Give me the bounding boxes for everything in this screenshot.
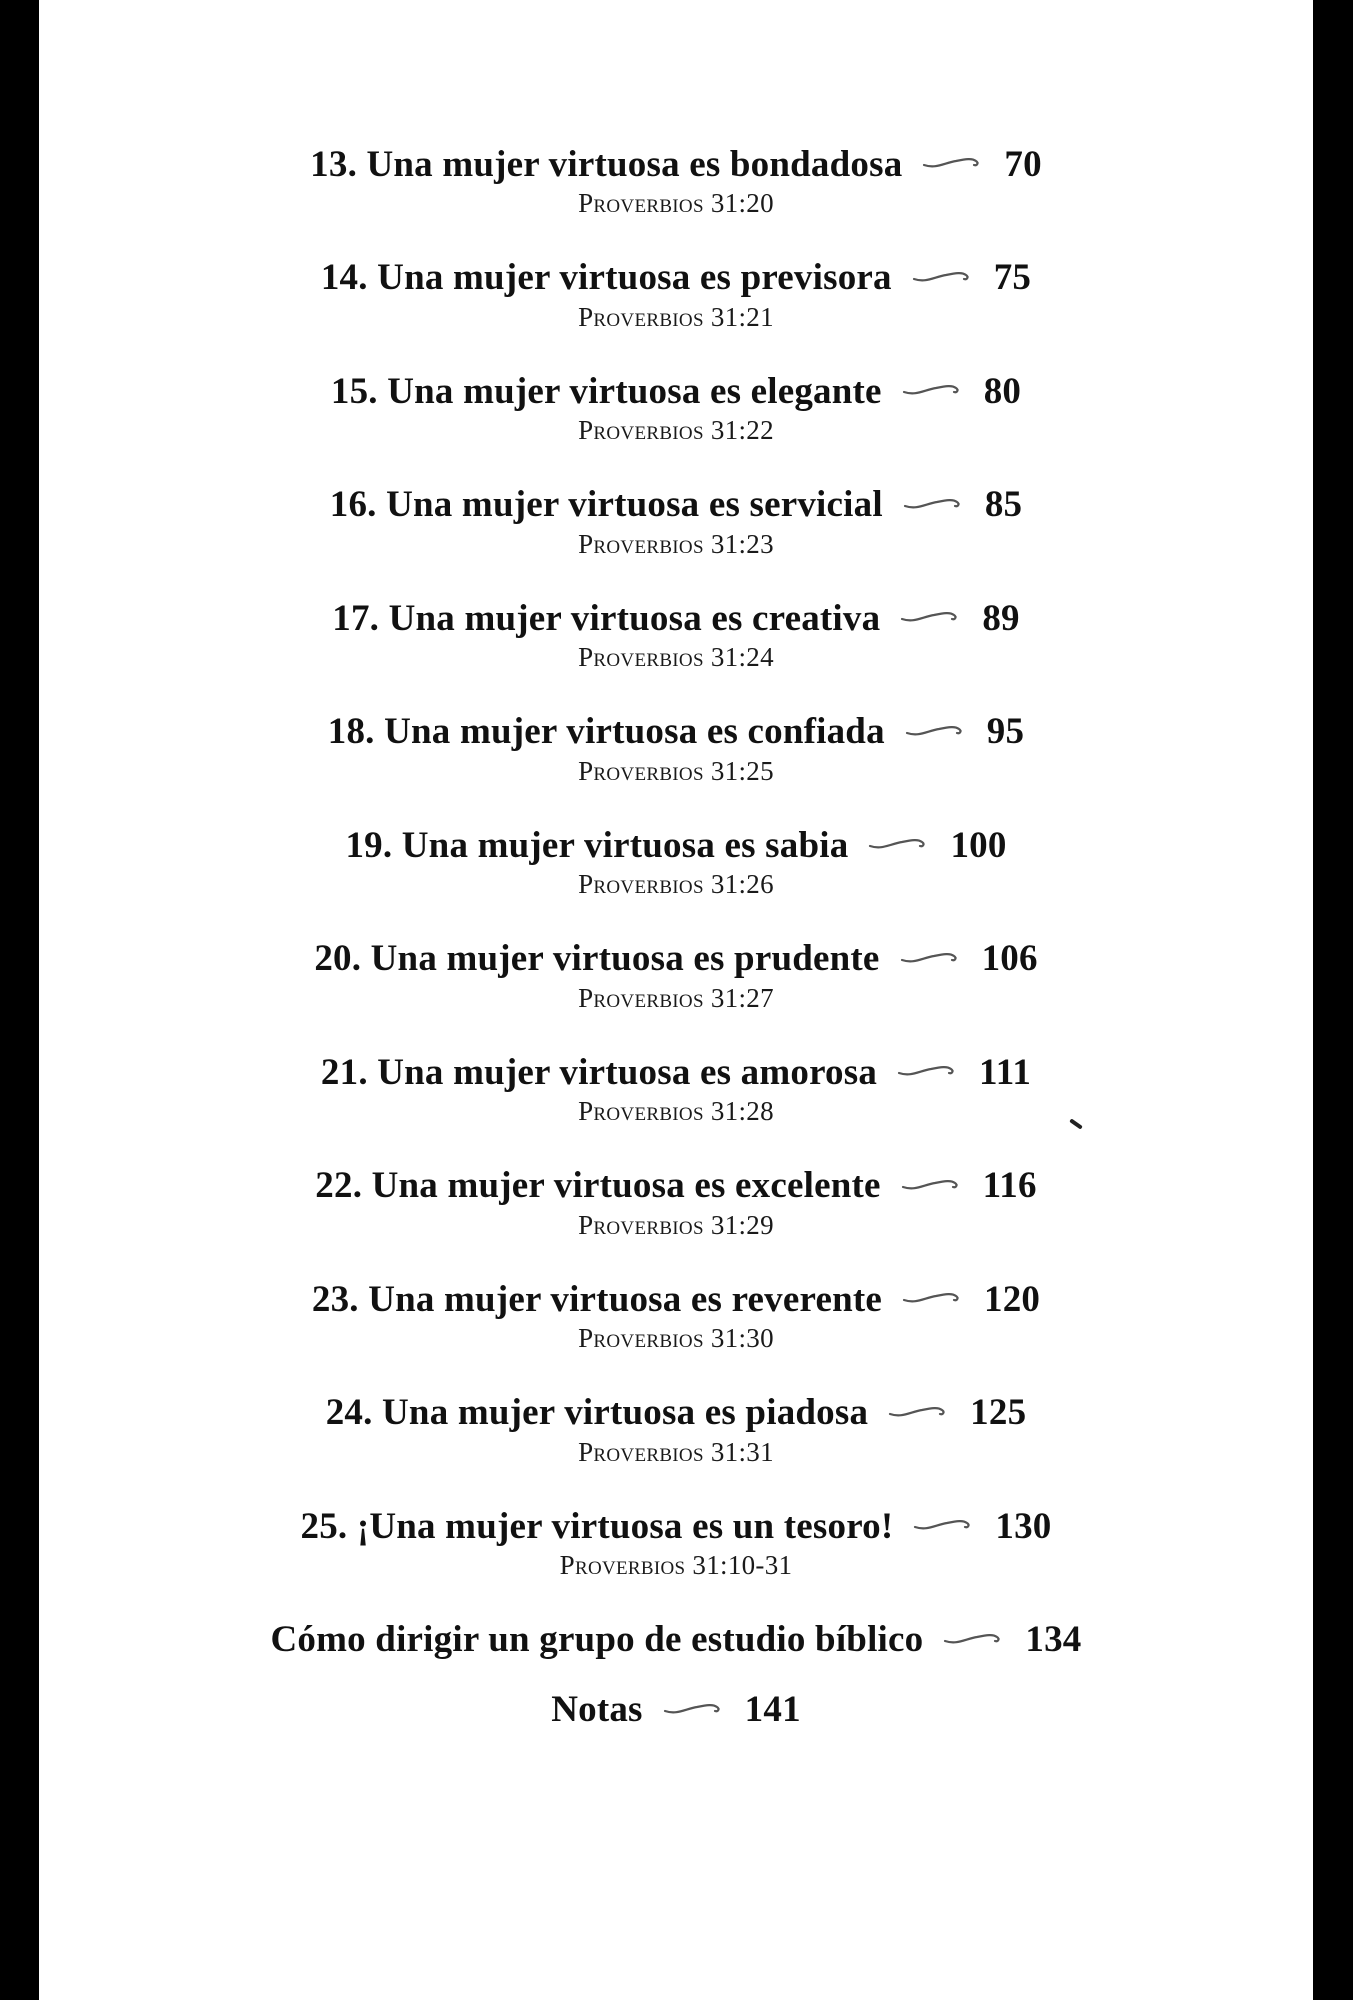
chapter-number: 22. [315, 1165, 363, 1206]
toc-entry[interactable] [39, 138, 1313, 252]
chapter-number: 25. [300, 1505, 348, 1547]
swash-ornament-icon [900, 606, 960, 626]
scripture-reference [39, 642, 1313, 672]
swash-ornament-icon [912, 266, 972, 286]
swash-ornament-icon [902, 1287, 962, 1307]
swash-ornament-icon [905, 720, 965, 740]
chapter-title: ¡Una mujer virtuosa es un tesoro! [356, 1505, 894, 1547]
chapter-title: Una mujer virtuosa es piadosa [382, 1392, 869, 1433]
scripture-reference [39, 1550, 1313, 1580]
chapter-number: 23. [311, 1278, 359, 1320]
reference-verse: 31:23 [710, 528, 774, 559]
scripture-reference [39, 529, 1313, 559]
toc-entry-title-line [39, 1387, 1313, 1439]
chapter-title: Una mujer virtuosa es excelente [371, 1165, 881, 1206]
chapter-number: 19. [345, 824, 393, 866]
chapter-title: Una mujer virtuosa es sabia [401, 824, 849, 866]
toc-entry-title-line [39, 592, 1313, 644]
toc-entry[interactable] [39, 933, 1313, 1047]
page-number: 75 [993, 257, 1032, 298]
chapter-title: Una mujer virtuosa es amorosa [377, 1051, 878, 1093]
reference-verse: 31:31 [710, 1436, 774, 1467]
toc-entry-title-line [39, 138, 1313, 190]
chapter-number: 13. [310, 143, 358, 185]
page-number: 130 [995, 1505, 1052, 1547]
chapter-number: 16. [329, 484, 377, 525]
chapter-number: 15. [330, 370, 378, 412]
toc-entry-study-guide[interactable] [39, 1614, 1313, 1684]
toc-entry-title-line [39, 706, 1313, 758]
toc-entry-title-line [39, 1046, 1313, 1098]
toc-entry[interactable] [39, 252, 1313, 366]
chapter-title: Una mujer virtuosa es prudente [370, 938, 880, 979]
reference-verse: 31:30 [710, 1323, 774, 1353]
toc-entry[interactable] [39, 1046, 1313, 1160]
page-number: 89 [982, 597, 1020, 639]
scripture-reference [39, 1437, 1313, 1467]
chapter-title: Una mujer virtuosa es reverente [368, 1278, 882, 1320]
swash-ornament-icon [868, 833, 928, 853]
scripture-reference [39, 415, 1313, 445]
toc-entry-notes[interactable] [39, 1684, 1313, 1754]
reference-book: Proverbios [578, 642, 704, 672]
toc-entry[interactable] [39, 365, 1313, 479]
swash-ornament-icon [901, 1174, 961, 1194]
reference-verse: 31:21 [710, 301, 774, 332]
book-page [39, 0, 1313, 2000]
swash-ornament-icon [913, 1514, 973, 1534]
section-title: Notas [551, 1689, 643, 1730]
page-number: 141 [744, 1689, 801, 1730]
toc-entry-title-line [39, 365, 1313, 417]
toc-entry-title-line [39, 1614, 1313, 1666]
scripture-reference [39, 302, 1313, 332]
scripture-reference [39, 869, 1313, 899]
chapter-number: 17. [332, 597, 380, 639]
swash-ornament-icon [900, 947, 960, 967]
reference-book: Proverbios [578, 188, 704, 218]
reference-verse: 31:25 [710, 755, 774, 786]
scripture-reference [39, 1096, 1313, 1126]
toc-entry[interactable] [39, 1160, 1313, 1274]
swash-ornament-icon [903, 493, 963, 513]
left-black-border [0, 0, 39, 2000]
reference-book: Proverbios [578, 528, 704, 559]
toc-entry-title-line [39, 1500, 1313, 1552]
reference-verse: 31:28 [710, 1096, 774, 1126]
reference-book: Proverbios [578, 301, 704, 332]
reference-verse: 31:26 [710, 869, 774, 899]
page-number: 70 [1004, 143, 1042, 185]
toc-entry-title-line [39, 1273, 1313, 1325]
page-number: 116 [982, 1165, 1037, 1206]
swash-ornament-icon [663, 1698, 723, 1718]
chapter-number: 14. [320, 257, 368, 298]
swash-ornament-icon [897, 1060, 957, 1080]
reference-book: Proverbios [578, 755, 704, 786]
page-number: 106 [981, 938, 1038, 979]
chapter-title: Una mujer virtuosa es servicial [386, 484, 883, 525]
reference-verse: 31:27 [710, 982, 774, 1013]
chapter-number: 24. [325, 1392, 373, 1433]
page-number: 80 [983, 370, 1022, 412]
toc-entry[interactable] [39, 479, 1313, 593]
page-number: 125 [970, 1392, 1027, 1433]
page-number: 111 [979, 1051, 1032, 1093]
page-number: 134 [1025, 1619, 1082, 1660]
section-title: Cómo dirigir un grupo de estudio bíblico [270, 1619, 924, 1660]
toc-entry-title-line [39, 1684, 1313, 1736]
reference-verse: 31:22 [710, 415, 774, 445]
toc-entry-title-line [39, 933, 1313, 985]
swash-ornament-icon [902, 379, 962, 399]
swash-ornament-icon [922, 152, 982, 172]
chapter-title: Una mujer virtuosa es bondadosa [366, 143, 903, 185]
swash-ornament-icon [943, 1628, 1003, 1648]
right-black-border [1313, 0, 1353, 2000]
reference-book: Proverbios [578, 1096, 704, 1126]
toc-entry[interactable] [39, 819, 1313, 933]
chapter-number: 21. [320, 1051, 368, 1093]
page-number: 95 [986, 711, 1025, 752]
reference-verse: 31:29 [710, 1209, 774, 1240]
toc-entry-title-line [39, 252, 1313, 304]
toc-entry-title-line [39, 819, 1313, 871]
page-number: 85 [984, 484, 1023, 525]
scripture-reference [39, 756, 1313, 786]
scripture-reference [39, 1323, 1313, 1353]
toc-entry[interactable] [39, 1273, 1313, 1387]
reference-book: Proverbios [578, 1209, 704, 1240]
toc-entry[interactable] [39, 1500, 1313, 1614]
toc-entry[interactable] [39, 1387, 1313, 1501]
scripture-reference [39, 1210, 1313, 1240]
chapter-title: Una mujer virtuosa es creativa [388, 597, 881, 639]
toc-entry[interactable] [39, 592, 1313, 706]
toc-entry-title-line [39, 1160, 1313, 1212]
scripture-reference [39, 983, 1313, 1013]
chapter-title: Una mujer virtuosa es elegante [387, 370, 882, 412]
toc-entry[interactable] [39, 706, 1313, 820]
table-of-contents [39, 138, 1313, 1754]
reference-book: Proverbios [578, 1436, 704, 1467]
reference-book: Proverbios [559, 1550, 686, 1580]
reference-book: Proverbios [578, 415, 704, 445]
swash-ornament-icon [888, 1401, 948, 1421]
reference-verse: 31:24 [710, 642, 774, 672]
reference-book: Proverbios [578, 982, 704, 1013]
page-number: 120 [984, 1278, 1041, 1320]
chapter-number: 18. [327, 711, 375, 752]
chapter-title: Una mujer virtuosa es previsora [377, 257, 892, 298]
reference-verse: 31:10-31 [692, 1550, 793, 1580]
reference-book: Proverbios [578, 869, 704, 899]
chapter-number: 20. [314, 938, 362, 979]
scripture-reference [39, 188, 1313, 218]
reference-verse: 31:20 [710, 188, 774, 218]
reference-book: Proverbios [578, 1323, 704, 1353]
toc-entry-title-line [39, 479, 1313, 531]
page-number: 100 [950, 824, 1007, 866]
chapter-title: Una mujer virtuosa es confiada [384, 711, 885, 752]
